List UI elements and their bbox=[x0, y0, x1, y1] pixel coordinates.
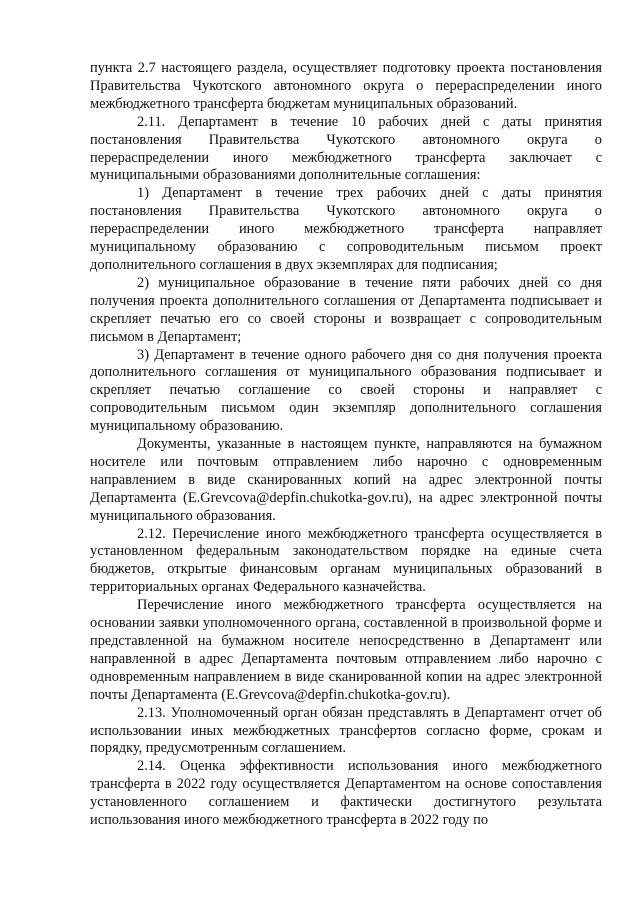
paragraph-item-1: 1) Департамент в течение трех рабочих дней с даты принятия постановления Правительства Чукотского автономного округа о перераспределении иного межбюджетного трансферта направляет муниципальному образованию с сопроводительным письмом проект дополнительного соглашения в двух экземплярах для подписания; bbox=[90, 185, 602, 273]
paragraph-item-3: 3) Департамент в течение одного рабочего дня со дня получения проекта дополнительного соглашения от муниципального образования подписывает и скрепляет печатью соглашение со своей стороны и направляет с сопроводительным письмом один экземпляр дополнительного соглашения муниципальному образованию. bbox=[90, 346, 602, 435]
paragraph-transfer: Перечисление иного межбюджетного трансферта осуществляется на основании заявки уполномоченного органа, составленной в произвольной форме и представленной на бумажном носителе непосредственно в Департамент или направленной в адрес Департамента почтовым отправлением либо нарочно с одновременным направлением в виде сканированной копии на адрес электронной почты Департамента (E.Grevcova@depfin.chukotka-gov.ru). bbox=[90, 597, 602, 703]
paragraph-documents: Документы, указанные в настоящем пункте, направляются на бумажном носителе или почтовым отправлением либо нарочно с одновременным направлением в виде сканированных копий на адрес электронной почты Департамента (E.Grevcova@depfin.chukotka-gov.ru), на адрес электронной почты муниципального образования. bbox=[90, 436, 602, 524]
paragraph-continuation: пункта 2.7 настоящего раздела, осуществляет подготовку проекта постановления Правительства Чукотского автономного округа о перераспределении иного межбюджетного трансферта бюджетам муниципальных образований. bbox=[90, 60, 602, 112]
paragraph-2-12: 2.12. Перечисление иного межбюджетного трансферта осуществляется в установленном федеральным законодательством порядке на единые счета бюджетов, открытые финансовым органам муниципальных образований в территориальных органах Федерального казначейства. bbox=[90, 525, 602, 596]
paragraph-2-13: 2.13. Уполномоченный орган обязан представлять в Департамент отчет об использовании иных межбюджетных трансфертов согласно форме, срокам и порядку, предусмотренным соглашением. bbox=[90, 704, 602, 757]
paragraph-2-14: 2.14. Оценка эффективности использования иного межбюджетного трансферта в 2022 году осуществляется Департаментом на основе сопоставления установленного соглашением и фактически достигнутого результата использования иного межбюджетного трансферта в 2022 году по bbox=[90, 758, 602, 829]
paragraph-item-2: 2) муниципальное образование в течение пяти рабочих дней со дня получения проекта дополнительного соглашения от Департамента подписывает и скрепляет печатью его со своей стороны и возвращает с сопроводительным письмом в Департамент; bbox=[90, 274, 602, 345]
document-page bbox=[90, 60, 602, 830]
paragraph-2-11: 2.11. Департамент в течение 10 рабочих дней с даты принятия постановления Правительства Чукотского автономного округа о перераспределении иного межбюджетного трансферта заключает с муниципальными образованиями дополнительные соглашения: bbox=[90, 113, 602, 184]
